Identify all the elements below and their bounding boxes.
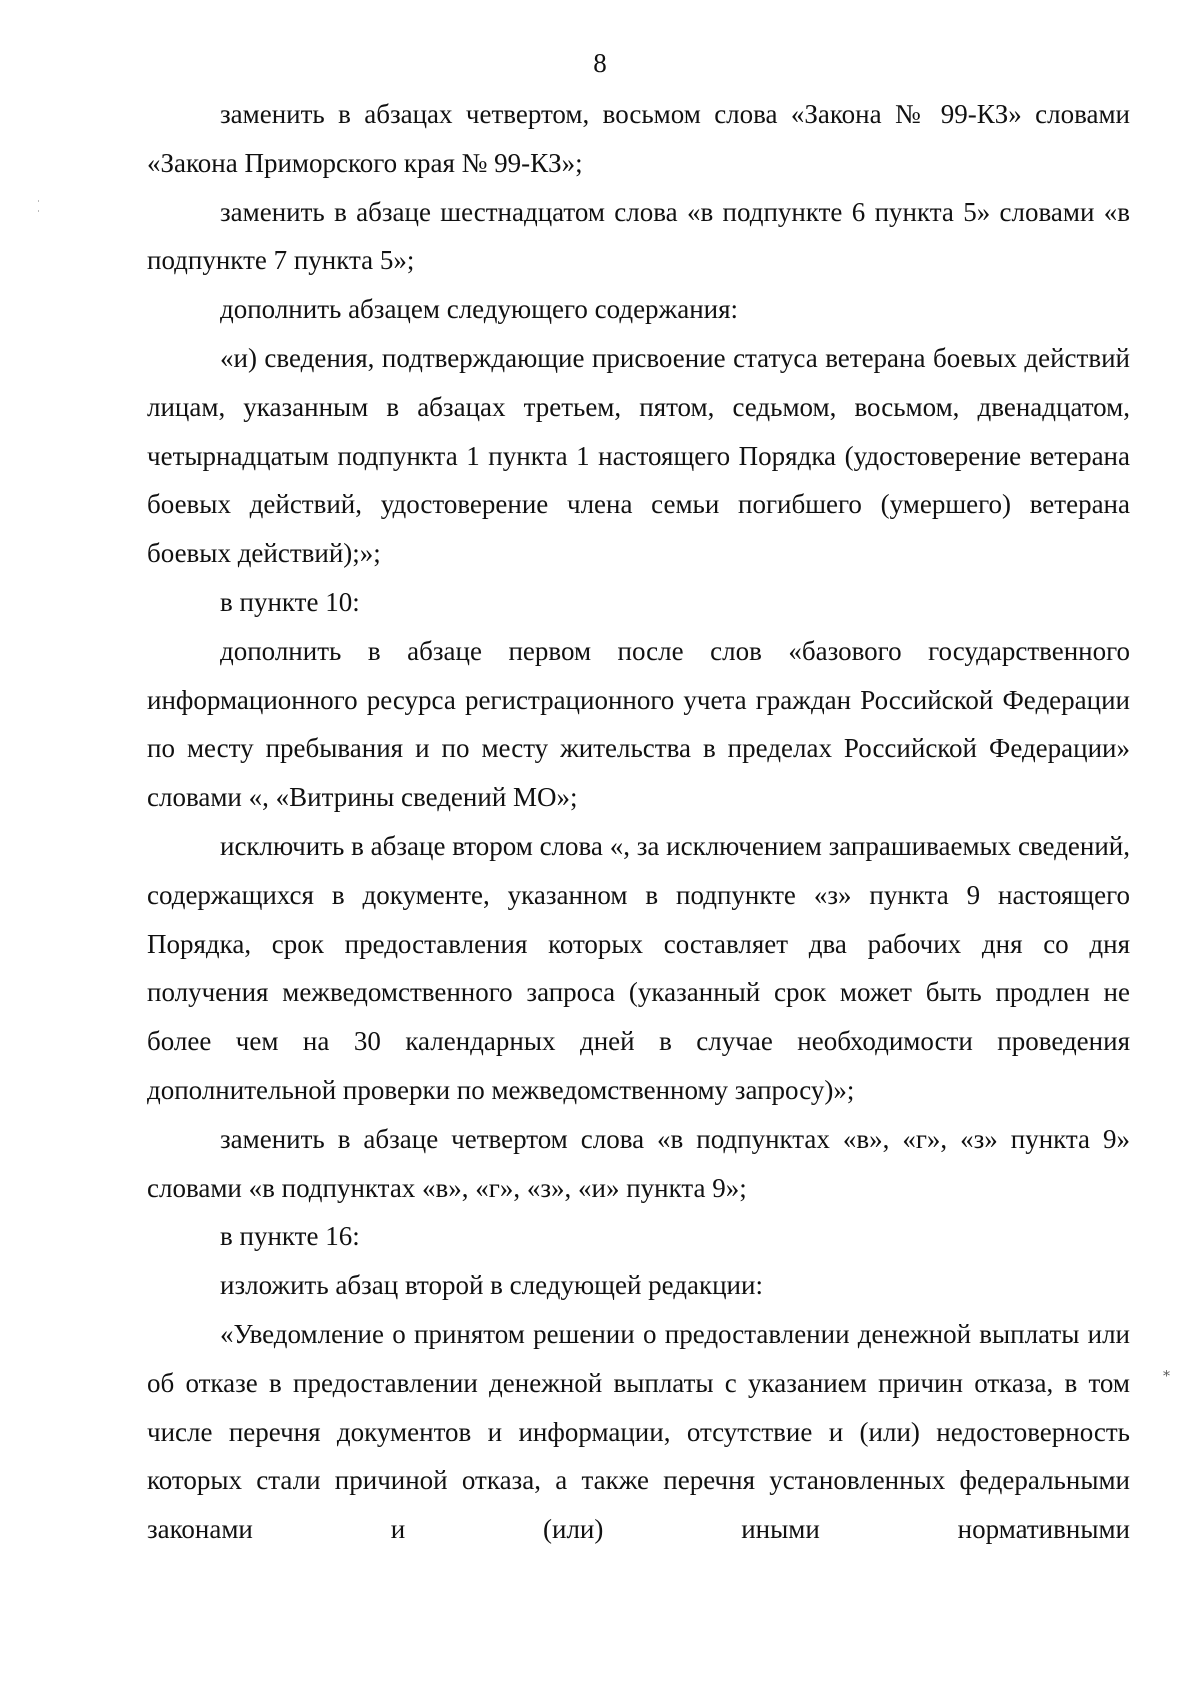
- paragraph: изложить абзац второй в следующей редакции:: [220, 1270, 763, 1301]
- page-number: 8: [593, 48, 607, 78]
- paragraph-continued: «Уведомление о принятом решении о предоставлении денежной выплаты или об отказе в предоставлении денежной выплаты с указанием причин отказа, в том числе перечня документов и информации, отсутствие и (или) недостоверность которых стали причиной отказа, а также перечня установленных федеральными законами и (или) иными нормативными: [147, 1318, 1130, 1545]
- paragraph: в пункте 10:: [220, 586, 360, 617]
- paragraph: дополнить абзацем следующего содержания:: [220, 294, 739, 325]
- paragraph: в пункте 16:: [220, 1221, 360, 1252]
- paragraph: «и) сведения, подтверждающие присвоение статуса ветерана боевых действий лицам, указанным в абзацах третьем, пятом, седьмом, восьмом, двенадцатом, четырнадцатым подпункта 1 пункта 1 настоящего Порядка (удостоверение ветерана боевых действий, удостоверение члена семьи погибшего (умершего) ветерана боевых действий);»;: [147, 342, 1130, 569]
- paragraph: заменить в абзацах четвертом, восьмом слова «Закона № 99-КЗ» словами «Закона Приморского края № 99-КЗ»;: [147, 99, 1130, 178]
- scan-speck-right: ⁎: [1163, 1365, 1170, 1380]
- paragraph: исключить в абзаце втором слова «, за исключением запрашиваемых сведений, содержащихся в документе, указанном в подпункте «з» пункта 9 настоящего Порядка, срок предоставления которых составляет два рабочих дня со дня получения межведомственного запроса (указанный срок может быть продлен не более чем на 30 календарных дней в случае необходимости проведения дополнительной проверки по межведомственному запросу)»;: [147, 830, 1130, 1105]
- paragraph: дополнить в абзаце первом после слов «базового государственного информационного ресурса регистрационного учета граждан Российской Федерации по месту пребывания и по месту жительства в пределах Российской Федерации» словами «, «Витрины сведений МО»;: [147, 635, 1130, 813]
- scan-speck-left: [38, 200, 48, 214]
- paragraph: заменить в абзаце четвертом слова «в подпунктах «в», «г», «з» пункта 9» словами «в подпунктах «в», «г», «з», «и» пункта 9»;: [147, 1123, 1130, 1203]
- paragraph: заменить в абзаце шестнадцатом слова «в подпункте 6 пункта 5» словами «в подпункте 7 пункта 5»;: [147, 196, 1130, 276]
- document-body: [147, 90, 1130, 1554]
